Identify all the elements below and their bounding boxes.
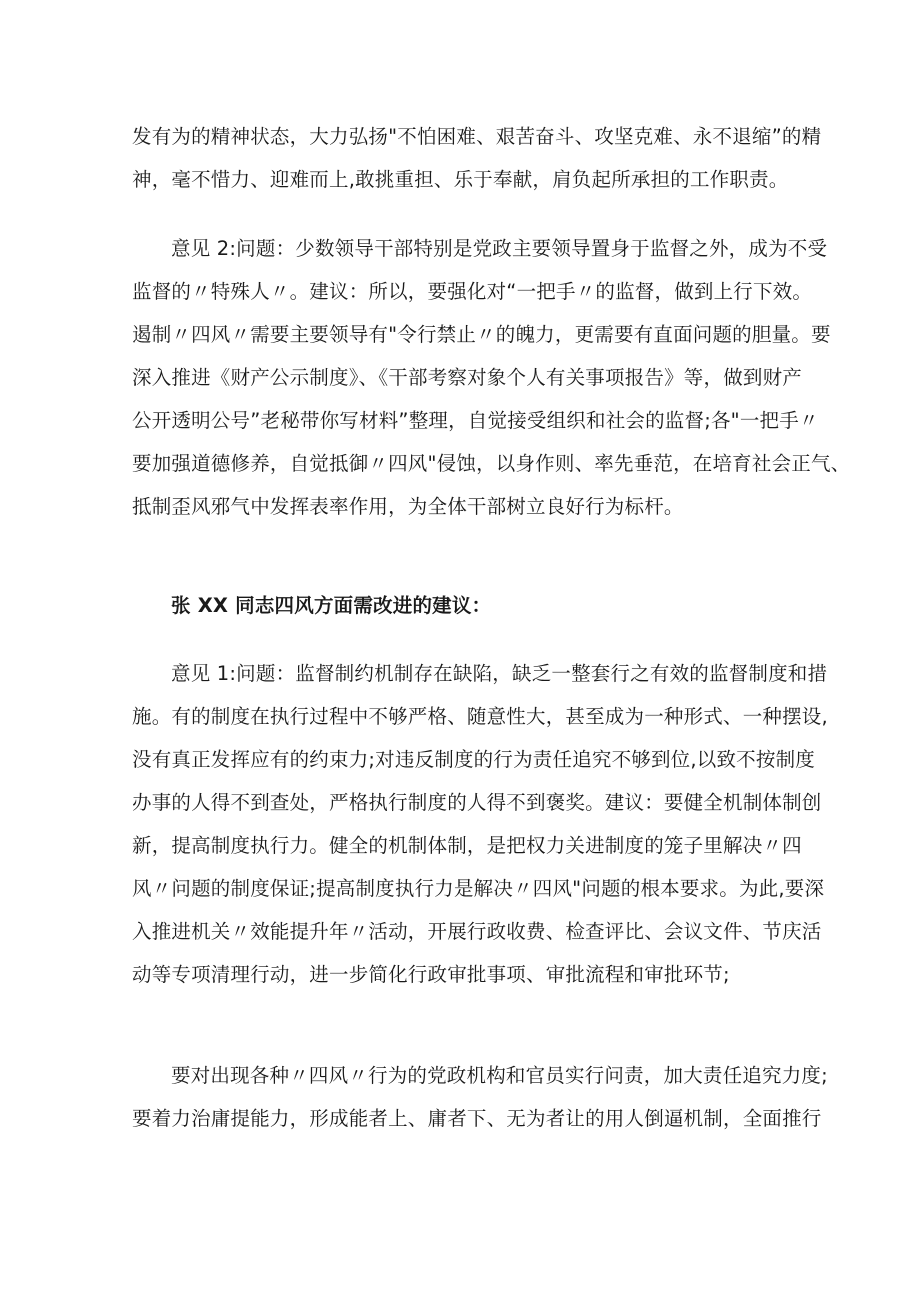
text-line: 没有真正发挥应有的约束力;对违反制度的行为责任追究不够到位,以致不按制度: [132, 748, 815, 771]
text-line: 抵制歪风邪气中发挥表率作用，为全体干部树立良好行为标杆。: [132, 495, 684, 518]
text-line: 公开透明公号”老秘带你写材料”整理，自觉接受组织和社会的监督;各"一把手〃: [132, 409, 819, 432]
paragraph-accountability: [132, 1054, 828, 1140]
text-line: 入推进机关〃效能提升年〃活动，开展行政收费、检查评比、会议文件、节庆活: [132, 920, 822, 943]
paragraph-opinion-1: [132, 652, 828, 996]
text-line: 遏制〃四风〃需要主要领导有"令行禁止〃的魄力，更需要有直面问题的胆量。要: [132, 323, 831, 346]
text-line: 监督的〃特殊人〃。建议：所以，要强化对“一把手〃的监督，做到上行下效。: [132, 280, 813, 303]
text-line: 神，毫不惜力、迎难而上,敢挑重担、乐于奉献，肩负起所承担的工作职责。: [132, 168, 789, 191]
text-line: 施。有的制度在执行过程中不够严格、随意性大，甚至成为一种形式、一种摆设,: [132, 705, 828, 728]
paragraph-continuation: [132, 115, 822, 201]
text-line: 意见 2:问题：少数领导干部特别是党政主要领导置身于监督之外，成为不受: [171, 237, 828, 260]
paragraph-opinion-2: [132, 227, 851, 528]
text-line: 风〃问题的制度保证;提高制度执行力是解决〃四风"问题的根本要求。为此,要深: [132, 877, 825, 900]
text-line: 发有为的精神状态，大力弘扬"不怕困难、艰苦奋斗、攻坚克难、永不退缩”的精: [132, 125, 822, 148]
text-line: 要加强道德修养，自觉抵御〃四风"侵蚀，以身作则、率先垂范，在培育社会正气、: [132, 452, 851, 475]
text-line: 新，提高制度执行力。健全的机制体制，是把权力关进制度的笼子里解决〃四: [132, 834, 802, 857]
section-heading-block: [132, 584, 802, 627]
text-line: 动等专项清理行动，进一步简化行政审批事项、审批流程和审批环节;: [132, 963, 730, 986]
section-heading: 张 XX 同志四风方面需改进的建议：: [171, 594, 492, 617]
text-line: 意见 1:问题：监督制约机制存在缺陷，缺乏一整套行之有效的监督制度和措: [171, 662, 828, 685]
text-line: 要着力治庸提能力，形成能者上、庸者下、无为者让的用人倒逼机制，全面推行: [132, 1107, 822, 1130]
text-line: 深入推进《财产公示制度》、《干部考察对象个人有关事项报告》等，做到财产: [132, 366, 803, 389]
text-line: 办事的人得不到查处，严格执行制度的人得不到褒奖。建议：要健全机制体制创: [132, 791, 822, 814]
text-line: 要对出现各种〃四风〃行为的党政机构和官员实行问责，加大责任追究力度;: [171, 1064, 828, 1087]
